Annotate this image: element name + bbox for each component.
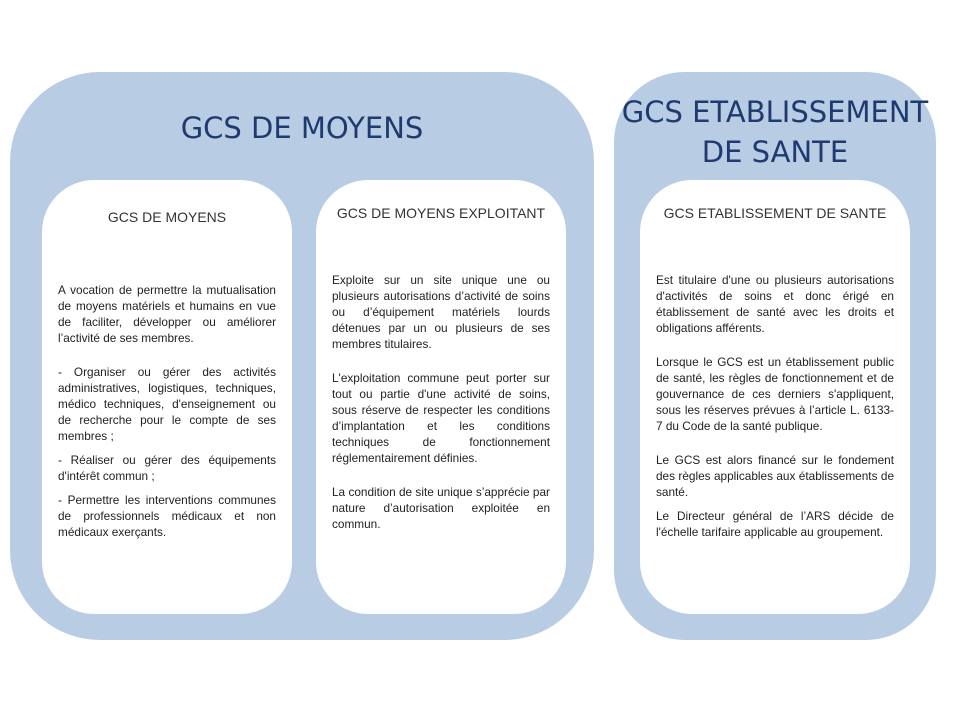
card-paragraph: - Permettre les interventions communes de professionnels médicaux et non médicaux exerçants.: [58, 493, 276, 539]
card-paragraph: A vocation de permettre la mutualisation de moyens matériels et humains en vue de faciliter, développer ou améliorer l’activité de ses membres.: [58, 283, 276, 345]
card-gcs-etablissement-sante: [640, 180, 910, 614]
card-gcs-moyens-exploitant: [316, 180, 566, 614]
card-paragraph: Le Directeur général de l’ARS décide de l'échelle tarifaire applicable au groupement.: [656, 509, 894, 539]
card-paragraph: - Réaliser ou gérer des équipements d'intérêt commun ;: [58, 453, 276, 483]
card-title: GCS ETABLISSEMENT DE SANTE: [663, 205, 887, 221]
card-title: GCS DE MOYENS EXPLOITANT: [336, 205, 546, 221]
gcs-moyens-group: [10, 72, 594, 640]
card-body: [58, 282, 276, 540]
gcs-moyens-group-title: GCS DE MOYENS: [180, 111, 424, 145]
card-paragraph: Lorsque le GCS est un établissement public de santé, les règles de fonctionnement et de gouvernance de ces derniers s'appliquent, sous les réserves prévues à l’article L. 6133-7 du Code de la santé publique.: [656, 355, 894, 433]
gcs-etablissement-group-title: GCS ETABLISSEMENT DE SANTE: [621, 95, 929, 169]
card-gcs-moyens: [42, 180, 292, 614]
card-body: [332, 272, 550, 532]
gcs-etablissement-group: [614, 72, 936, 640]
card-paragraph: - Organiser ou gérer des activités administratives, logistiques, techniques, médico techniques, d'enseignement ou de recherche pour le compte de ses membres ;: [58, 365, 276, 443]
card-paragraph: Le GCS est alors financé sur le fondement des règles applicables aux établissements de santé.: [656, 453, 894, 499]
card-paragraph: Est titulaire d'une ou plusieurs autorisations d'activités de soins et donc érigé en établissement de santé avec les droits et obligations afférents.: [656, 273, 894, 335]
card-paragraph: L'exploitation commune peut porter sur tout ou partie d'une activité de soins, sous réserve de respecter les conditions d’implantation et les conditions techniques de fonctionnement réglementairement définies.: [332, 371, 550, 465]
card-paragraph: La condition de site unique s’apprécie par nature d’autorisation exploitée en commun.: [332, 485, 550, 531]
card-title: GCS DE MOYENS: [107, 209, 227, 225]
card-body: [656, 272, 894, 540]
card-paragraph: Exploite sur un site unique une ou plusieurs autorisations d’activité de soins ou d’équipement matériels lourds détenues par un ou plusieurs de ses membres titulaires.: [332, 273, 550, 351]
